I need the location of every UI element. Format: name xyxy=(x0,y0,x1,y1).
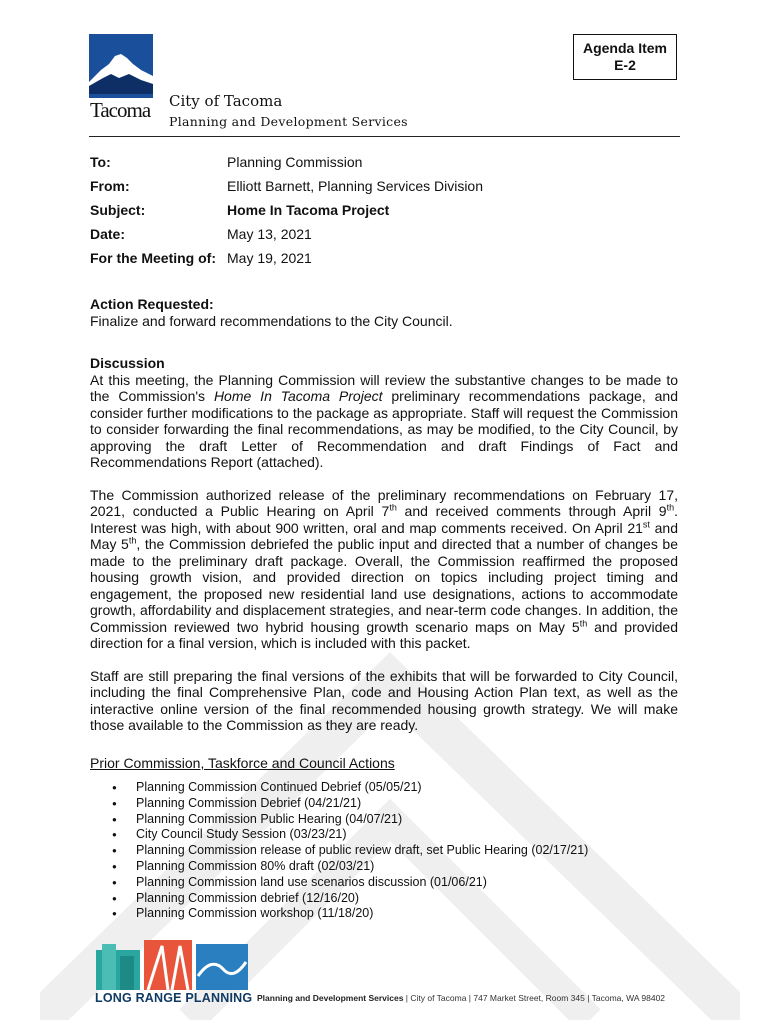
list-item: ● Planning Commission Continued Debrief (05/05/21) xyxy=(90,780,588,796)
discussion-paragraph-1: At this meeting, the Planning Commission will review the substantive changes to be made to the Commission's Home In Tacoma Project preliminary recommendations package, and consider further modifications to the package as appropriate. Staff will request the Commission to consider forwarding the final recommendations, as may be modified, to the City Council, by approving the draft Letter of Recommendation and draft Findings of Fact and Recommendations Report (attached). xyxy=(90,371,678,470)
header-divider xyxy=(89,136,680,137)
meeting-value: May 19, 2021 xyxy=(227,250,312,266)
logo-wordmark: Tacoma xyxy=(90,98,151,122)
discussion-heading: Discussion xyxy=(90,355,165,371)
agenda-item-box xyxy=(573,34,677,80)
list-item: ● Planning Commission release of public review draft, set Public Hearing (02/17/21) xyxy=(90,843,588,859)
list-item: ● Planning Commission Public Hearing (04/07/21) xyxy=(90,812,588,828)
discussion-paragraph-2: The Commission authorized release of the preliminary recommendations on February 17, 2021, conducted a Public Hearing on April 7th and received comments through April 9th. Interest was high, with about 900 written, oral and map comments received. On April 21st and May 5th, the Commission debriefed the public input and directed that a number of changes be made to the preliminary draft package. Overall, the Commission reaffirmed the proposed housing growth vision, and provided direction on topics including project timing and engagement, the proposed new residential land use designations, actions to accommodate growth, affordability and displacement strategies, and near-term code changes. In addition, the Commission reviewed two hybrid housing growth scenario maps on May 5th and provided direction for a final version, which is included with this packet. xyxy=(90,486,679,651)
list-item: ● Planning Commission debrief (12/16/20) xyxy=(90,891,588,907)
prior-actions-heading: Prior Commission, Taskforce and Council Actions xyxy=(90,755,395,771)
list-item: ● City Council Study Session (03/23/21) xyxy=(90,827,588,843)
city-name: City of Tacoma xyxy=(169,92,283,110)
list-item: ● Planning Commission Debrief (04/21/21) xyxy=(90,796,588,812)
discussion-paragraph-3: Staff are still preparing the final versions of the exhibits that will be forwarded to City Council, including the final Comprehensive Plan, code and Housing Action Plan text, as well as the interactive online version of the final recommended housing growth strategy. We will make those available to the Commission as they are ready. xyxy=(90,667,678,733)
footer-address: Planning and Development Services | City of Tacoma | 747 Market Street, Room 345 | Tacoma, WA 98402 xyxy=(257,993,666,1003)
subject-value: Home In Tacoma Project xyxy=(227,202,390,218)
meeting-label: For the Meeting of: xyxy=(90,250,216,266)
long-range-planning-logo-icon xyxy=(92,936,252,994)
list-item: ● Planning Commission 80% draft (02/03/21) xyxy=(90,859,588,875)
agenda-item-number: E-2 xyxy=(614,57,636,73)
action-requested-section xyxy=(90,296,678,329)
date-label: Date: xyxy=(90,226,126,242)
to-value: Planning Commission xyxy=(227,154,363,170)
subject-label: Subject: xyxy=(90,202,146,218)
from-label: From: xyxy=(90,178,130,194)
to-label: To: xyxy=(90,154,111,170)
agenda-item-label: Agenda Item xyxy=(582,40,667,56)
date-value: May 13, 2021 xyxy=(227,226,312,242)
list-item: ● Planning Commission land use scenarios discussion (01/06/21) xyxy=(90,875,588,891)
action-text: Finalize and forward recommendations to the City Council. xyxy=(90,312,453,329)
footer-program-name: LONG RANGE PLANNING xyxy=(95,991,253,1005)
discussion-section xyxy=(90,355,678,734)
department-name: Planning and Development Services xyxy=(169,114,408,129)
list-item: ● Planning Commission workshop (11/18/20) xyxy=(90,906,588,922)
action-heading: Action Requested: xyxy=(90,296,214,312)
prior-actions-list xyxy=(90,780,588,922)
from-value: Elliott Barnett, Planning Services Division xyxy=(227,178,484,194)
